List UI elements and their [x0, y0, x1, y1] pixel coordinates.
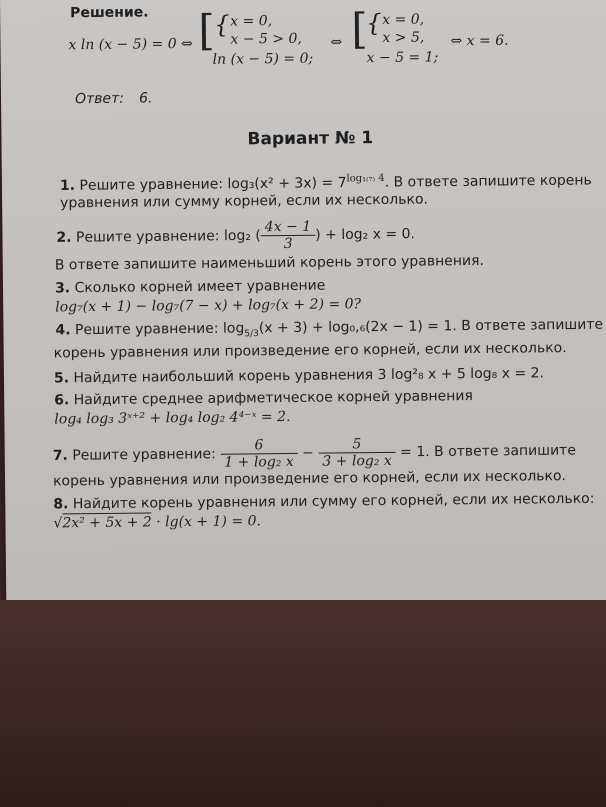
problem-1-text: Решите уравнение: log₃(x² + 3x) = 7: [79, 175, 347, 194]
problem-7-line-2: корень уравнения или произведение его корней, если их несколько.: [52, 468, 567, 490]
problem-5-text: Найдите наибольший корень уравнения 3 log²₈ x + 5 log₈ x = 2.: [73, 365, 545, 387]
bracket-left-1: [: [198, 5, 215, 55]
problem-2-fraction-num: 4x − 1: [261, 219, 316, 237]
problem-7-fraction-1-den: 1 + log₂ x: [224, 453, 294, 471]
table-surface: [0, 600, 606, 807]
problem-7-number: 7.: [52, 447, 68, 464]
brace-left-1: {: [214, 10, 230, 39]
problem-8-number: 8.: [53, 496, 69, 513]
problem-2: [56, 218, 415, 255]
problem-2-fraction-den: 3: [283, 235, 293, 253]
problem-4-log-base: 5/3: [244, 329, 259, 340]
system1-line1: x = 0,: [230, 13, 273, 30]
problem-3: [55, 278, 325, 297]
system1-line2: x − 5 > 0,: [230, 30, 302, 48]
problem-4: [55, 317, 603, 342]
problem-3-number: 3.: [54, 280, 71, 297]
problem-7: [53, 434, 576, 472]
problem-1-number: 1.: [59, 177, 76, 195]
problem-1-line-2: уравнения или сумму корней, если их несколько.: [60, 191, 429, 212]
system2-line3: x − 5 = 1;: [366, 49, 439, 67]
problem-4-text-2: (x + 3) + log₀,₆(2x − 1) = 1. В ответе запишите: [258, 316, 604, 337]
problem-7-text: Решите уравнение:: [72, 446, 216, 464]
problem-2-text: Решите уравнение: log₂ (: [75, 227, 261, 246]
problem-7-text-2: = 1. В ответе запишите: [400, 442, 577, 461]
problem-2-text-2: ) + log₂ x = 0.: [315, 226, 416, 244]
problem-6-text: Найдите среднее арифметическое корней уравнения: [73, 388, 473, 409]
system2-line1: x = 0,: [382, 11, 425, 28]
problem-6-number: 6.: [54, 392, 70, 409]
problem-6-line-2: log₄ log₃ 3ˣ⁺² + log₄ log₂ 4⁴⁻ˣ = 2.: [54, 408, 291, 428]
problem-2-fraction: [261, 219, 316, 253]
solution-heading: Решение.: [70, 4, 149, 22]
sqrt-sign: √: [53, 515, 63, 532]
variant-title: Вариант № 1: [247, 128, 374, 150]
problem-7-fraction-2-num: 5: [318, 436, 396, 454]
problem-7-minus: −: [302, 445, 314, 462]
problem-4-text: Решите уравнение: log: [74, 320, 245, 339]
bracket-left-2: [: [351, 4, 368, 54]
problem-2-number: 2.: [56, 229, 72, 246]
system1-line3: ln (x − 5) = 0;: [212, 50, 314, 68]
problem-3-line-2: log₇(x + 1) − log₇(7 − x) + log₇(x + 2) = 0?: [55, 296, 362, 316]
problem-1-exponent: log₁₍₇₎ 4: [346, 172, 385, 185]
problem-8-line-2: [53, 513, 261, 531]
equivalence-arrow: ⇔: [330, 34, 343, 51]
problem-7-fraction-1: [220, 437, 298, 471]
problem-5-number: 5.: [53, 370, 70, 387]
problem-4-line-2: корень уравнения или произведение его корней, если их несколько.: [53, 340, 567, 362]
problem-1: [60, 171, 592, 194]
problem-8-text: Найдите корень уравнения или сумму его корней, если их несколько:: [72, 490, 595, 513]
problem-7-fraction-2: [318, 436, 396, 470]
problem-6: [54, 388, 473, 408]
problem-8-line-2-rest: · lg(x + 1) = 0.: [156, 513, 262, 531]
problem-7-fraction-1-num: 6: [220, 437, 298, 455]
solution-equation-lhs: x ln (x − 5) = 0 ⇔: [68, 35, 193, 54]
problem-7-fraction-2-den: 3 + log₂ x: [322, 452, 392, 470]
solution-result: ⇔ x = 6.: [450, 32, 509, 50]
system2-line2: x > 5,: [382, 29, 425, 46]
problem-8-radicand: 2x² + 5x + 2: [62, 514, 152, 532]
problem-1-text-2: . В ответе запишите корень: [384, 172, 592, 191]
problem-8: [53, 491, 594, 513]
brace-left-2: {: [366, 9, 382, 38]
answer-value: 6.: [138, 90, 153, 107]
problem-2-line-2: В ответе запишите наименьший корень этого уравнения.: [54, 252, 485, 274]
problem-4-number: 4.: [55, 322, 71, 339]
problem-3-text: Сколько корней имеет уравнение: [74, 277, 326, 297]
problem-5: [54, 365, 544, 386]
answer-label: Ответ:: [74, 90, 125, 108]
